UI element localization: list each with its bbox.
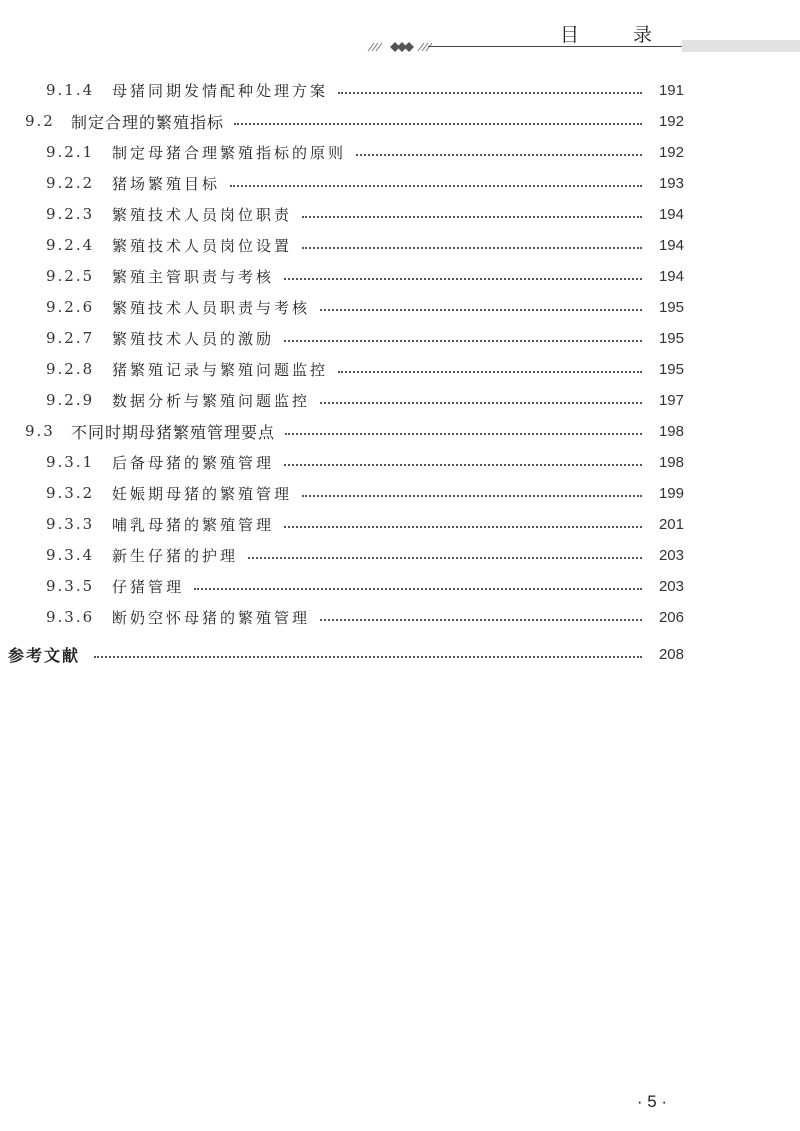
toc-entry-page: 195 [658, 298, 684, 316]
toc-entry-number: 9.1.4 [46, 81, 95, 99]
toc-dot-leader [284, 526, 642, 528]
header-rule [428, 46, 682, 47]
toc-entry-title: 繁殖技术人员职责与考核 [112, 298, 311, 317]
toc-dot-leader [338, 371, 642, 373]
toc-dot-leader [338, 92, 642, 94]
toc-entry[interactable] [0, 448, 684, 476]
toc-entry-title: 参考文献 [8, 645, 81, 665]
toc-entry[interactable] [0, 169, 684, 197]
toc-entry[interactable] [0, 603, 684, 631]
toc-dot-leader [320, 402, 642, 404]
toc-entry-page: 208 [658, 645, 684, 663]
toc-entry-title: 制定合理的繁殖指标 [71, 112, 225, 132]
toc-entry-title: 繁殖技术人员岗位职责 [112, 205, 293, 224]
toc-entry[interactable] [0, 293, 684, 321]
toc-entry[interactable] [0, 138, 684, 166]
toc-entry-number: 9.3.5 [46, 577, 95, 595]
toc-dot-leader [194, 588, 642, 590]
toc-entry-number: 9.2.1 [46, 143, 95, 161]
toc-dot-leader [320, 309, 642, 311]
toc-dot-leader [285, 433, 642, 435]
toc-entry-page: 206 [658, 608, 684, 626]
toc-entry-page: 192 [658, 143, 684, 161]
toc-entry-number: 9.2.6 [46, 298, 95, 316]
header-grey-bar [682, 40, 800, 52]
toc-dot-leader [320, 619, 642, 621]
toc-entry-page: 198 [658, 422, 684, 440]
toc-entry-page: 194 [658, 205, 684, 223]
toc-entry-page: 198 [658, 453, 684, 471]
toc-entry[interactable] [0, 417, 684, 445]
toc-entry-page: 197 [658, 391, 684, 409]
toc-entry-title: 后备母猪的繁殖管理 [112, 453, 275, 472]
toc-entry[interactable] [0, 324, 684, 352]
toc-dot-leader [94, 656, 642, 658]
page-header [0, 0, 800, 60]
toc-entry[interactable] [0, 355, 684, 383]
toc-entry-number: 9.2.7 [46, 329, 95, 347]
toc-entry-page: 195 [658, 360, 684, 378]
toc-entry[interactable] [0, 386, 684, 414]
toc-entry-number: 9.3.2 [46, 484, 95, 502]
toc-entry-title: 数据分析与繁殖问题监控 [112, 391, 311, 410]
toc-entry-page: 203 [658, 546, 684, 564]
toc-entry-page: 194 [658, 236, 684, 254]
toc-entry[interactable] [0, 479, 684, 507]
toc-entry-page: 195 [658, 329, 684, 347]
toc-entry-number: 9.2.8 [46, 360, 95, 378]
toc-entry-title: 妊娠期母猪的繁殖管理 [112, 484, 293, 503]
toc-entry-title: 母猪同期发情配种处理方案 [112, 81, 329, 100]
toc-entry-number: 9.2.3 [46, 205, 95, 223]
toc-entry-page: 191 [658, 81, 684, 99]
toc-entry[interactable] [0, 200, 684, 228]
toc-dot-leader [302, 216, 642, 218]
toc-entry-page: 203 [658, 577, 684, 595]
toc-dot-leader [230, 185, 642, 187]
toc-entry-page: 193 [658, 174, 684, 192]
toc-entry-title: 繁殖主管职责与考核 [112, 267, 275, 286]
toc-dot-leader [302, 495, 642, 497]
toc-entry-number: 9.3 [25, 422, 55, 440]
toc-entry[interactable] [0, 640, 684, 668]
page-number: · 5 · [636, 1092, 668, 1111]
toc-entry-number: 9.2.4 [46, 236, 95, 254]
toc-entry-page: 199 [658, 484, 684, 502]
toc-dot-leader [284, 278, 642, 280]
header-diamond-ornament [366, 37, 432, 53]
toc-entry-title: 猪场繁殖目标 [112, 174, 221, 193]
toc-entry-page: 201 [658, 515, 684, 533]
toc-entry-title: 仔猪管理 [112, 577, 185, 596]
toc-entry-number: 9.2.9 [46, 391, 95, 409]
toc-entry-title: 不同时期母猪繁殖管理要点 [71, 422, 276, 442]
toc-dot-leader [284, 464, 642, 466]
toc-entry-number: 9.2.5 [46, 267, 95, 285]
toc-dot-leader [248, 557, 642, 559]
toc-entry-number: 9.2 [25, 112, 55, 130]
toc-entry[interactable] [0, 262, 684, 290]
toc-dot-leader [302, 247, 642, 249]
toc-entry-title: 猪繁殖记录与繁殖问题监控 [112, 360, 329, 379]
toc-entry-title: 断奶空怀母猪的繁殖管理 [112, 608, 311, 627]
toc-entry-page: 194 [658, 267, 684, 285]
toc-dot-leader [356, 154, 642, 156]
toc-entry-number: 9.3.4 [46, 546, 95, 564]
toc-entry[interactable] [0, 510, 684, 538]
toc-entry[interactable] [0, 572, 684, 600]
toc-entry-number: 9.3.3 [46, 515, 95, 533]
toc-entry-title: 哺乳母猪的繁殖管理 [112, 515, 275, 534]
toc-entry-number: 9.3.1 [46, 453, 95, 471]
toc-entry-page: 192 [658, 112, 684, 130]
toc-dot-leader [284, 340, 642, 342]
toc-entry-title: 新生仔猪的护理 [112, 546, 239, 565]
toc-entry-number: 9.3.6 [46, 608, 95, 626]
toc-entry-title: 繁殖技术人员岗位设置 [112, 236, 293, 255]
toc-entry[interactable] [0, 107, 684, 135]
toc-entry[interactable] [0, 541, 684, 569]
toc-entry-title: 繁殖技术人员的激励 [112, 329, 275, 348]
toc-entry[interactable] [0, 231, 684, 259]
toc-entry-title: 制定母猪合理繁殖指标的原则 [112, 143, 347, 162]
page-header-title: 目 录 [560, 24, 677, 46]
toc-entry-number: 9.2.2 [46, 174, 95, 192]
toc-entry[interactable] [0, 76, 684, 104]
toc-dot-leader [234, 123, 642, 125]
